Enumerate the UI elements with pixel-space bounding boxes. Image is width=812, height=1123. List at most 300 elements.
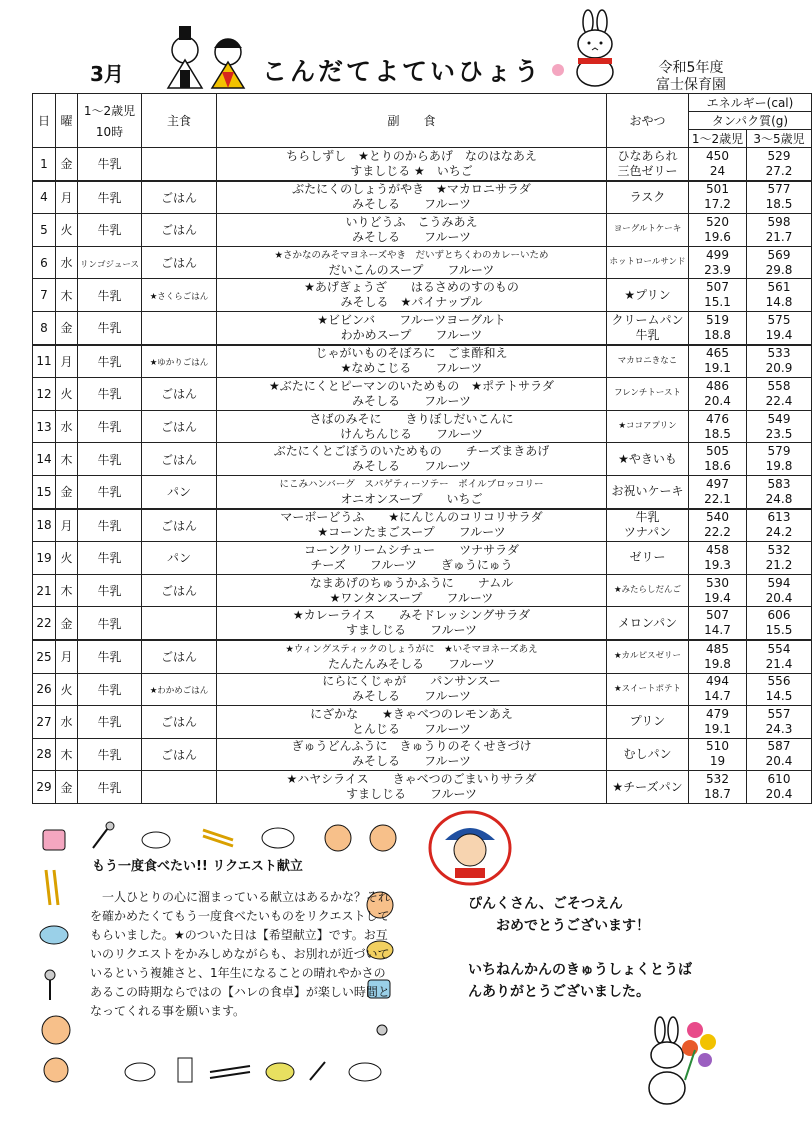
side-dish-line1: ★ぶたにくとピーマンのいためもの ★ポテトサラダ bbox=[269, 378, 554, 393]
side-cell bbox=[217, 410, 607, 443]
fiscal-year: 令和5年度 bbox=[658, 60, 724, 76]
drink-cell bbox=[78, 443, 142, 476]
drink: 牛乳 bbox=[97, 452, 122, 467]
snack-line1: むしパン bbox=[623, 746, 672, 761]
protein-age-1-2: 18.6 bbox=[704, 459, 731, 474]
snack-cell bbox=[607, 640, 689, 673]
day-number: 21 bbox=[36, 583, 52, 598]
nutrition-age-1-2-cell bbox=[689, 475, 747, 508]
request-menu-text: 一人ひとりの心に溜まっている献立はあるかな？それを確かめたくてもう一度食べたいものをリクエストしてもらいました。★のついた日は【希望献立】です。お互いのリクエストをかみしめながらも、お別れが近づいているという複雑さと、1年生になることの晴れやかさのあるこの時期ならではの【ハレの食卓】が楽しい時間となってくれる事を願います。 bbox=[90, 890, 391, 1018]
protein-age-1-2: 19.1 bbox=[704, 721, 731, 736]
nutrition-age-3-5-cell bbox=[747, 640, 812, 673]
nutrition-age-1-2-cell bbox=[689, 214, 747, 247]
day-cell bbox=[33, 279, 56, 312]
menu-row bbox=[33, 345, 812, 378]
staple: ごはん bbox=[160, 518, 197, 533]
header-staple: 主食 bbox=[142, 94, 217, 148]
drink-cell bbox=[78, 574, 142, 607]
protein-age-3-5: 24.3 bbox=[765, 721, 793, 736]
weekday-cell bbox=[56, 771, 78, 804]
side-cell bbox=[217, 706, 607, 739]
thanks-message-line2: んありがとうございました。 bbox=[468, 984, 650, 1000]
drink-cell bbox=[78, 738, 142, 771]
staple-cell bbox=[142, 475, 217, 508]
graduation-message bbox=[468, 893, 650, 937]
menu-row bbox=[33, 673, 812, 706]
side-dish-line1: ぶたにくのしょうがやき ★マカロニサラダ bbox=[292, 182, 531, 197]
weekday: 木 bbox=[60, 288, 73, 303]
staple-cell bbox=[142, 509, 217, 542]
nutrition-age-1-2-cell bbox=[689, 542, 747, 575]
day-number: 25 bbox=[36, 649, 52, 664]
staple: パン bbox=[166, 551, 191, 566]
snack-cell bbox=[607, 607, 689, 640]
drink: 牛乳 bbox=[97, 584, 122, 599]
drink: 牛乳 bbox=[97, 551, 122, 566]
energy-age-3-5: 575 bbox=[767, 312, 791, 327]
energy-age-1-2: 499 bbox=[706, 247, 729, 262]
nutrition-age-1-2-cell bbox=[689, 345, 747, 378]
weekday-cell bbox=[56, 574, 78, 607]
energy-age-3-5: 533 bbox=[767, 346, 791, 361]
side-cell bbox=[217, 311, 607, 344]
side-dish-line2: ★なめこじる フルーツ bbox=[340, 361, 483, 376]
day-cell bbox=[33, 475, 56, 508]
snack-line1: クリームパン bbox=[611, 312, 684, 327]
day-number: 26 bbox=[36, 682, 52, 697]
side-cell bbox=[217, 738, 607, 771]
protein-age-3-5: 15.5 bbox=[765, 623, 793, 638]
weekday-cell bbox=[56, 673, 78, 706]
day-cell bbox=[33, 181, 56, 214]
protein-age-3-5: 20.9 bbox=[765, 361, 793, 376]
nutrition-age-3-5-cell bbox=[747, 345, 812, 378]
staple: ごはん bbox=[160, 650, 197, 665]
staple-cell bbox=[142, 706, 217, 739]
side-cell bbox=[217, 148, 607, 181]
staple: ごはん bbox=[160, 190, 197, 205]
weekday: 月 bbox=[60, 190, 73, 205]
nutrition-age-1-2-cell bbox=[689, 378, 747, 411]
header-day: 日 bbox=[33, 94, 56, 148]
energy-age-1-2: 476 bbox=[706, 411, 729, 426]
menu-row bbox=[33, 509, 812, 542]
protein-age-1-2: 22.1 bbox=[704, 491, 731, 506]
energy-age-1-2: 530 bbox=[706, 575, 729, 590]
drink-cell bbox=[78, 378, 142, 411]
energy-age-1-2: 494 bbox=[706, 674, 729, 689]
menu-row bbox=[33, 640, 812, 673]
weekday-cell bbox=[56, 706, 78, 739]
weekday: 木 bbox=[60, 452, 73, 467]
menu-row bbox=[33, 475, 812, 508]
weekday-cell bbox=[56, 279, 78, 312]
drink-cell bbox=[78, 706, 142, 739]
side-dish-line2: すましじる フルーツ bbox=[345, 623, 478, 638]
drink: 牛乳 bbox=[97, 715, 122, 730]
menu-row bbox=[33, 607, 812, 640]
side-dish-line2: とんじる フルーツ bbox=[351, 721, 472, 736]
energy-age-3-5: 598 bbox=[767, 214, 791, 229]
side-dish-line2: たんたんみそしる フルーツ bbox=[327, 656, 496, 671]
drink: 牛乳 bbox=[97, 321, 122, 336]
nutrition-age-3-5-cell bbox=[747, 378, 812, 411]
protein-age-1-2: 15.1 bbox=[704, 295, 731, 310]
snack-cell bbox=[607, 410, 689, 443]
menu-table bbox=[32, 93, 812, 804]
side-dish-line1: にこみハンバーグ スパゲティーソテー ボイルブロッコリー bbox=[279, 478, 544, 490]
snack-cell bbox=[607, 311, 689, 344]
staple-cell bbox=[142, 148, 217, 181]
side-dish-line1: にらにくじゃが パンサンスー bbox=[322, 674, 501, 689]
energy-age-3-5: 549 bbox=[767, 411, 791, 426]
snack-cell bbox=[607, 345, 689, 378]
snack-line1: 牛乳 bbox=[635, 510, 660, 525]
drink: 牛乳 bbox=[97, 387, 122, 402]
day-cell bbox=[33, 706, 56, 739]
drink: 牛乳 bbox=[97, 650, 122, 665]
page-title: こんだてよていひょう bbox=[262, 57, 543, 86]
energy-age-1-2: 465 bbox=[706, 346, 729, 361]
nutrition-age-1-2-cell bbox=[689, 246, 747, 279]
snack-line1: ★やきいも bbox=[618, 451, 677, 466]
side-dish-line2: みそしる フルーツ bbox=[351, 459, 472, 474]
staple-cell bbox=[142, 771, 217, 804]
menu-row bbox=[33, 542, 812, 575]
nutrition-age-1-2-cell bbox=[689, 443, 747, 476]
energy-age-3-5: 579 bbox=[767, 444, 791, 459]
drink: 牛乳 bbox=[97, 223, 122, 238]
day-cell bbox=[33, 148, 56, 181]
nutrition-age-3-5-cell bbox=[747, 475, 812, 508]
energy-age-1-2: 479 bbox=[706, 706, 729, 721]
menu-row bbox=[33, 311, 812, 344]
day-number: 5 bbox=[40, 222, 48, 237]
menu-row bbox=[33, 574, 812, 607]
weekday-cell bbox=[56, 378, 78, 411]
protein-age-1-2: 23.9 bbox=[704, 262, 731, 277]
snack-cell bbox=[607, 181, 689, 214]
weekday: 火 bbox=[60, 551, 73, 566]
nutrition-age-1-2-cell bbox=[689, 640, 747, 673]
nutrition-age-3-5-cell bbox=[747, 574, 812, 607]
nutrition-age-3-5-cell bbox=[747, 214, 812, 247]
protein-age-3-5: 21.7 bbox=[765, 229, 793, 244]
weekday: 水 bbox=[60, 715, 73, 730]
snack-cell bbox=[607, 771, 689, 804]
side-dish-line2: ★ワンタンスープ フルーツ bbox=[329, 590, 494, 605]
side-dish-line2: チーズ フルーツ ぎゅうにゅう bbox=[310, 557, 513, 572]
weekday-cell bbox=[56, 509, 78, 542]
side-cell bbox=[217, 640, 607, 673]
drink-cell bbox=[78, 673, 142, 706]
drink-cell bbox=[78, 148, 142, 181]
staple: ★わかめごはん bbox=[149, 686, 209, 697]
snack-line1: ★スイートポテト bbox=[614, 683, 681, 694]
nutrition-age-1-2-cell bbox=[689, 148, 747, 181]
snack-line1: ★ココアプリン bbox=[618, 421, 677, 432]
staple: ★ゆかりごはん bbox=[149, 358, 209, 369]
nutrition-age-1-2-cell bbox=[689, 410, 747, 443]
staple-cell bbox=[142, 311, 217, 344]
protein-age-1-2: 17.2 bbox=[704, 197, 731, 212]
menu-row bbox=[33, 214, 812, 247]
staple-cell bbox=[142, 640, 217, 673]
weekday-cell bbox=[56, 607, 78, 640]
drink: 牛乳 bbox=[97, 616, 122, 631]
drink: 牛乳 bbox=[97, 780, 122, 795]
energy-age-3-5: 558 bbox=[767, 378, 791, 393]
snack-cell bbox=[607, 443, 689, 476]
side-cell bbox=[217, 246, 607, 279]
side-cell bbox=[217, 771, 607, 804]
nutrition-age-1-2-cell bbox=[689, 738, 747, 771]
energy-age-3-5: 532 bbox=[767, 542, 791, 557]
staple-cell bbox=[142, 345, 217, 378]
drink-cell bbox=[78, 607, 142, 640]
day-cell bbox=[33, 443, 56, 476]
staple: ごはん bbox=[160, 584, 197, 599]
side-dish-line1: ★ウィングスティックのしょうがに ★いそマヨネーズあえ bbox=[285, 643, 538, 655]
header-weekday: 曜 bbox=[56, 94, 78, 148]
staple: パン bbox=[166, 485, 191, 500]
snack-cell bbox=[607, 475, 689, 508]
energy-age-1-2: 507 bbox=[706, 280, 729, 295]
nutrition-age-3-5-cell bbox=[747, 148, 812, 181]
side-dish-line1: ★ハヤシライス きゃべつのごまいりサラダ bbox=[286, 772, 537, 787]
day-number: 29 bbox=[36, 780, 52, 795]
protein-age-3-5: 14.8 bbox=[765, 295, 793, 310]
snack-cell bbox=[607, 673, 689, 706]
tableware-decoration-bottom bbox=[100, 1050, 400, 1090]
day-number: 15 bbox=[36, 484, 52, 499]
side-cell bbox=[217, 607, 607, 640]
staple-cell bbox=[142, 214, 217, 247]
menu-row bbox=[33, 771, 812, 804]
energy-age-1-2: 505 bbox=[706, 444, 729, 459]
drink-cell bbox=[78, 345, 142, 378]
snack-line1: フレンチトースト bbox=[613, 388, 682, 399]
side-dish-line2: オニオンスープ いちご bbox=[340, 491, 483, 506]
weekday-cell bbox=[56, 345, 78, 378]
staple-cell bbox=[142, 542, 217, 575]
nutrition-age-1-2-cell bbox=[689, 574, 747, 607]
weekday-cell bbox=[56, 738, 78, 771]
side-cell bbox=[217, 345, 607, 378]
side-dish-line2: けんちんじる フルーツ bbox=[339, 426, 484, 441]
thanks-message bbox=[468, 959, 692, 1003]
day-number: 8 bbox=[40, 320, 48, 335]
thanks-message-line1: いちねんかんのきゅうしょくとうば bbox=[468, 962, 692, 978]
nutrition-age-3-5-cell bbox=[747, 410, 812, 443]
menu-row bbox=[33, 279, 812, 312]
protein-age-1-2: 18.8 bbox=[704, 327, 731, 342]
drink-cell bbox=[78, 771, 142, 804]
protein-age-3-5: 24.2 bbox=[765, 525, 793, 540]
staple-cell bbox=[142, 181, 217, 214]
snack-line1: ヨーグルトケーキ bbox=[613, 224, 682, 235]
snack-line1: ★みたらしだんご bbox=[613, 585, 682, 596]
weekday: 火 bbox=[60, 387, 73, 402]
weekday: 金 bbox=[60, 780, 73, 795]
day-cell bbox=[33, 345, 56, 378]
protein-age-1-2: 19.3 bbox=[704, 557, 731, 572]
staple-cell bbox=[142, 574, 217, 607]
menu-row bbox=[33, 706, 812, 739]
snack-line1: メロンパン bbox=[617, 615, 678, 630]
nutrition-age-3-5-cell bbox=[747, 246, 812, 279]
drink-cell bbox=[78, 246, 142, 279]
month-label: 3月 bbox=[90, 62, 124, 86]
nutrition-age-3-5-cell bbox=[747, 673, 812, 706]
snack-line1: マカロニきなこ bbox=[617, 355, 678, 366]
snack-line1: ホットロールサンド bbox=[609, 257, 686, 268]
energy-age-3-5: 577 bbox=[767, 182, 791, 197]
protein-age-3-5: 14.5 bbox=[765, 689, 793, 704]
staple-cell bbox=[142, 673, 217, 706]
day-number: 6 bbox=[40, 255, 48, 270]
protein-age-1-2: 19.4 bbox=[704, 590, 731, 605]
side-dish-line1: にざかな ★きゃべつのレモンあえ bbox=[310, 706, 513, 721]
side-dish-line2: みそしる フルーツ bbox=[351, 689, 472, 704]
energy-age-1-2: 540 bbox=[706, 510, 729, 525]
side-cell bbox=[217, 475, 607, 508]
tableware-decoration-top bbox=[38, 818, 418, 858]
side-cell bbox=[217, 378, 607, 411]
day-cell bbox=[33, 410, 56, 443]
weekday: 月 bbox=[60, 650, 73, 665]
drink: 牛乳 bbox=[97, 420, 122, 435]
side-dish-line1: ぎゅうどんふうに きゅうりのそくせきづけ bbox=[291, 739, 532, 754]
snack-cell bbox=[607, 148, 689, 181]
weekday: 水 bbox=[60, 420, 73, 435]
day-number: 27 bbox=[36, 714, 52, 729]
nutrition-age-1-2-cell bbox=[689, 673, 747, 706]
energy-age-1-2: 497 bbox=[706, 476, 729, 491]
drink: 牛乳 bbox=[97, 682, 122, 697]
header-snack: おやつ bbox=[607, 94, 689, 148]
header-age-1-2: 1～2歳児 bbox=[689, 130, 747, 148]
side-dish-line1: ちらしずし ★とりのからあげ なのはなあえ bbox=[286, 148, 537, 163]
header-age-3-5: 3～5歳児 bbox=[747, 130, 812, 148]
energy-age-3-5: 557 bbox=[767, 706, 791, 721]
snack-line1: ひなあられ bbox=[617, 148, 678, 163]
day-number: 11 bbox=[36, 354, 52, 369]
weekday-cell bbox=[56, 542, 78, 575]
nutrition-age-1-2-cell bbox=[689, 771, 747, 804]
tableware-decoration-left bbox=[36, 865, 76, 1095]
protein-age-3-5: 21.2 bbox=[765, 557, 793, 572]
protein-age-1-2: 14.7 bbox=[704, 689, 731, 704]
energy-age-3-5: 561 bbox=[767, 280, 791, 295]
snack-line1: お祝いケーキ bbox=[611, 484, 684, 499]
energy-age-3-5: 594 bbox=[767, 575, 791, 590]
nutrition-age-3-5-cell bbox=[747, 509, 812, 542]
hina-dolls-illustration bbox=[160, 20, 255, 90]
snack-line1: プリン bbox=[629, 714, 666, 729]
protein-age-1-2: 22.2 bbox=[704, 525, 731, 540]
header-drink-time: 10時 bbox=[95, 124, 124, 139]
staple-cell bbox=[142, 410, 217, 443]
side-dish-line2: みそしる ★パイナップル bbox=[340, 295, 483, 310]
day-number: 22 bbox=[36, 616, 52, 631]
child-illustration bbox=[425, 808, 515, 888]
side-dish-line2: みそしる フルーツ bbox=[351, 229, 472, 244]
drink: 牛乳 bbox=[97, 354, 122, 369]
energy-age-3-5: 613 bbox=[767, 510, 791, 525]
day-cell bbox=[33, 771, 56, 804]
side-dish-line1: ★さかなのみそマヨネーズやき だいずとちくわのカレーいため bbox=[274, 249, 549, 261]
nutrition-age-3-5-cell bbox=[747, 542, 812, 575]
drink: リンゴジュース bbox=[80, 259, 139, 270]
menu-row bbox=[33, 443, 812, 476]
energy-age-1-2: 532 bbox=[706, 772, 729, 787]
energy-age-1-2: 450 bbox=[706, 148, 729, 163]
side-dish-line1: いりどうふ こうみあえ bbox=[345, 214, 478, 229]
side-dish-line1: ★カレーライス みそドレッシングサラダ bbox=[292, 608, 531, 623]
request-menu-title: もう一度食べたい!! リクエスト献立 bbox=[92, 859, 303, 874]
protein-age-3-5: 19.4 bbox=[765, 327, 793, 342]
drink-cell bbox=[78, 542, 142, 575]
energy-age-3-5: 606 bbox=[767, 608, 791, 623]
nutrition-age-3-5-cell bbox=[747, 311, 812, 344]
drink-cell bbox=[78, 214, 142, 247]
nutrition-age-1-2-cell bbox=[689, 706, 747, 739]
weekday: 木 bbox=[60, 747, 73, 762]
side-dish-line2: みそしる フルーツ bbox=[351, 754, 472, 769]
weekday-cell bbox=[56, 311, 78, 344]
drink-cell bbox=[78, 475, 142, 508]
staple: ★さくらごはん bbox=[149, 292, 209, 303]
staple-cell bbox=[142, 738, 217, 771]
staple-cell bbox=[142, 443, 217, 476]
menu-row bbox=[33, 246, 812, 279]
side-dish-line2: すましじる フルーツ bbox=[345, 787, 478, 802]
day-cell bbox=[33, 542, 56, 575]
protein-age-3-5: 18.5 bbox=[765, 197, 793, 212]
nutrition-age-1-2-cell bbox=[689, 279, 747, 312]
energy-age-1-2: 486 bbox=[706, 378, 729, 393]
header-drink bbox=[78, 94, 142, 148]
weekday: 金 bbox=[60, 321, 73, 336]
protein-age-3-5: 29.8 bbox=[765, 262, 793, 277]
weekday-cell bbox=[56, 475, 78, 508]
snack-cell bbox=[607, 738, 689, 771]
day-number: 12 bbox=[36, 386, 52, 401]
energy-age-3-5: 556 bbox=[767, 674, 791, 689]
side-dish-line1: ★ビビンバ フルーツヨーグルト bbox=[317, 312, 506, 327]
staple: ごはん bbox=[160, 420, 197, 435]
weekday: 木 bbox=[60, 584, 73, 599]
drink: 牛乳 bbox=[97, 485, 122, 500]
day-number: 1 bbox=[40, 156, 48, 171]
weekday: 月 bbox=[60, 354, 73, 369]
protein-age-3-5: 21.4 bbox=[765, 656, 793, 671]
side-dish-line1: コーンクリームシチュー ツナサラダ bbox=[303, 542, 520, 557]
protein-age-3-5: 20.4 bbox=[765, 590, 793, 605]
staple: ごはん bbox=[160, 452, 197, 467]
snack-cell bbox=[607, 706, 689, 739]
staple-cell bbox=[142, 246, 217, 279]
day-cell bbox=[33, 214, 56, 247]
snack-line1: ★カルピスゼリー bbox=[613, 651, 682, 662]
energy-age-3-5: 529 bbox=[767, 148, 791, 163]
day-cell bbox=[33, 246, 56, 279]
drink-cell bbox=[78, 640, 142, 673]
staple-cell bbox=[142, 607, 217, 640]
snack-cell bbox=[607, 574, 689, 607]
weekday-cell bbox=[56, 214, 78, 247]
